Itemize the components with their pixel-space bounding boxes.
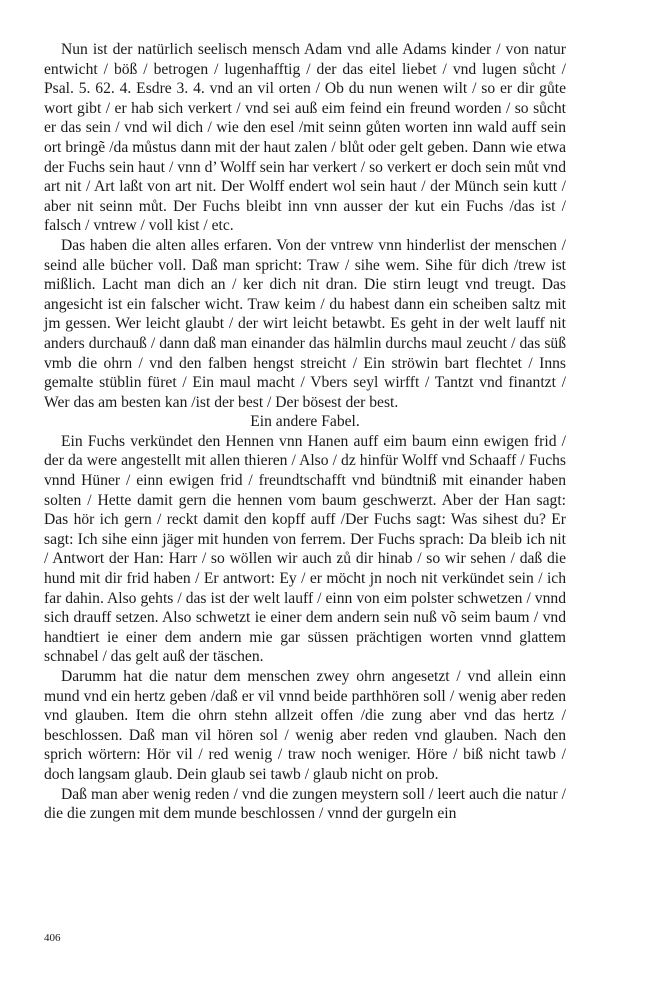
paragraph-adam-nature: Nun ist der natürlich seelisch mensch Adam vnd alle Adams kinder / von natur entwicht / böß / betrogen / lugenhafftig / der das eitel liebet / vnd lugen sůcht / Psal. 5. 62. 4. Esdre 3. 4. vnd an vil orten / Ob du nun wenen wilt / so er dir gůte wort gibt / er hab sich verkert / vnd sei auß eim feind ein freund worden / so sůcht er das sein / vnd wil dich / wie den esel /mit seinn gůten worten inn wald auff sein ort bringẽ /da můstus dann mit der haut zalen / blůt oder gelt geben. Dann wie etwa der Fuchs sein haut / vnn d’ Wolff sein har verkert / so verkert er doch sein můt vnd art nit / Art laßt von art nit. Der Wolff endert wol sein haut / der Münch sein kutt / aber nit seinn můt. Der Fuchs bleibt inn vnn ausser der kut ein Fuchs /das ist / falsch / vntrew / voll kist / etc.: [44, 41, 566, 235]
paragraph-untrew: Das haben die alten alles erfaren. Von der vntrew vnn hinderlist der menschen / seind alle bücher voll. Daß man spricht: Traw / sihe wem. Sihe für dich /trew ist mißlich. Lacht man dich an / ker dich nit dran. Die stirn leugt vnd treugt. Das angesicht ist ein falscher wicht. Traw keim / du habest dann ein scheiben saltz mit jm gessen. Wer leicht glaubt / der wirt leicht betawbt. Es geht in der welt lauff nit anders durchauß / dann daß man einander das hälmlin durchs maul zeucht / das süß vmb die ohrn / vnd den falben hengst streicht / Ein ströwin bart flechtet / Inns gemalte stüblin füret / Ein maul macht / Vbers seyl wirfft / Tantzt vnd finantzt / Wer das am besten kan /ist der best / Der bösest der best.: [44, 236, 566, 411]
fable-heading: Ein andere Fabel.: [250, 413, 360, 431]
page-number: 406: [44, 932, 61, 944]
page-body: [44, 40, 566, 824]
paragraph-tongue: Daß man aber wenig reden / vnd die zungen meystern soll / leert auch die natur / die die zungen mit dem munde beschlossen / vnnd der gurgeln ein: [44, 785, 566, 823]
paragraph-ears-mouth: Darumm hat die natur dem menschen zwey ohrn angesetzt / vnd allein einn mund vnd ein hertz geben /daß er vil vnnd beide parthhören soll / wenig aber reden vnd glauben. Item die ohrn stehn allzeit offen /die zung aber vnd das hertz / beschlossen. Daß man vil hören sol / wenig aber reden vnd glauben. Nach den sprich wörtern: Hör vil / red wenig / traw noch weniger. Höre / biß nicht tawb / doch langsam glaub. Dein glaub sei tawb / glaub nicht on prob.: [44, 668, 566, 783]
paragraph-fox-fable: Ein Fuchs verkündet den Hennen vnn Hanen auff eim baum einn ewigen frid / der da were angestellt mit allen thieren / Also / dz hinfür Wolff vnd Schaaff / Fuchs vnnd Hüner / einn ewigen frid / freundtschafft vnd bündtniß mit einander haben solten / Hette damit gern die hennen vom baum geschwerzt. Aber der Han sagt: Das hör ich gern / reckt damit den kopff auff /Der Fuchs sagt: Was sihest du? Er sagt: Ich sihe einn jäger mit hunden von ferrem. Der Fuchs sprach: Da bleib ich nit / Antwort der Han: Harr / so wöllen wir auch zů dir hinab / so wir sehen / daß die hund mit dir frid haben / Er antwort: Ey / er möcht jn noch nit verkündet sein / ich far dahin. Also gehts / das ist der welt lauff / einn von eim polster schwetzen / vnnd sich drauff setzen. Also schwetzt ie einer dem andern sein nuß võ seim baum / vnd handtiert ie einer dem andern mie gar süssen prächtigen worten vnnd glattem schnabel / das gelt auß der täschen.: [44, 432, 566, 666]
